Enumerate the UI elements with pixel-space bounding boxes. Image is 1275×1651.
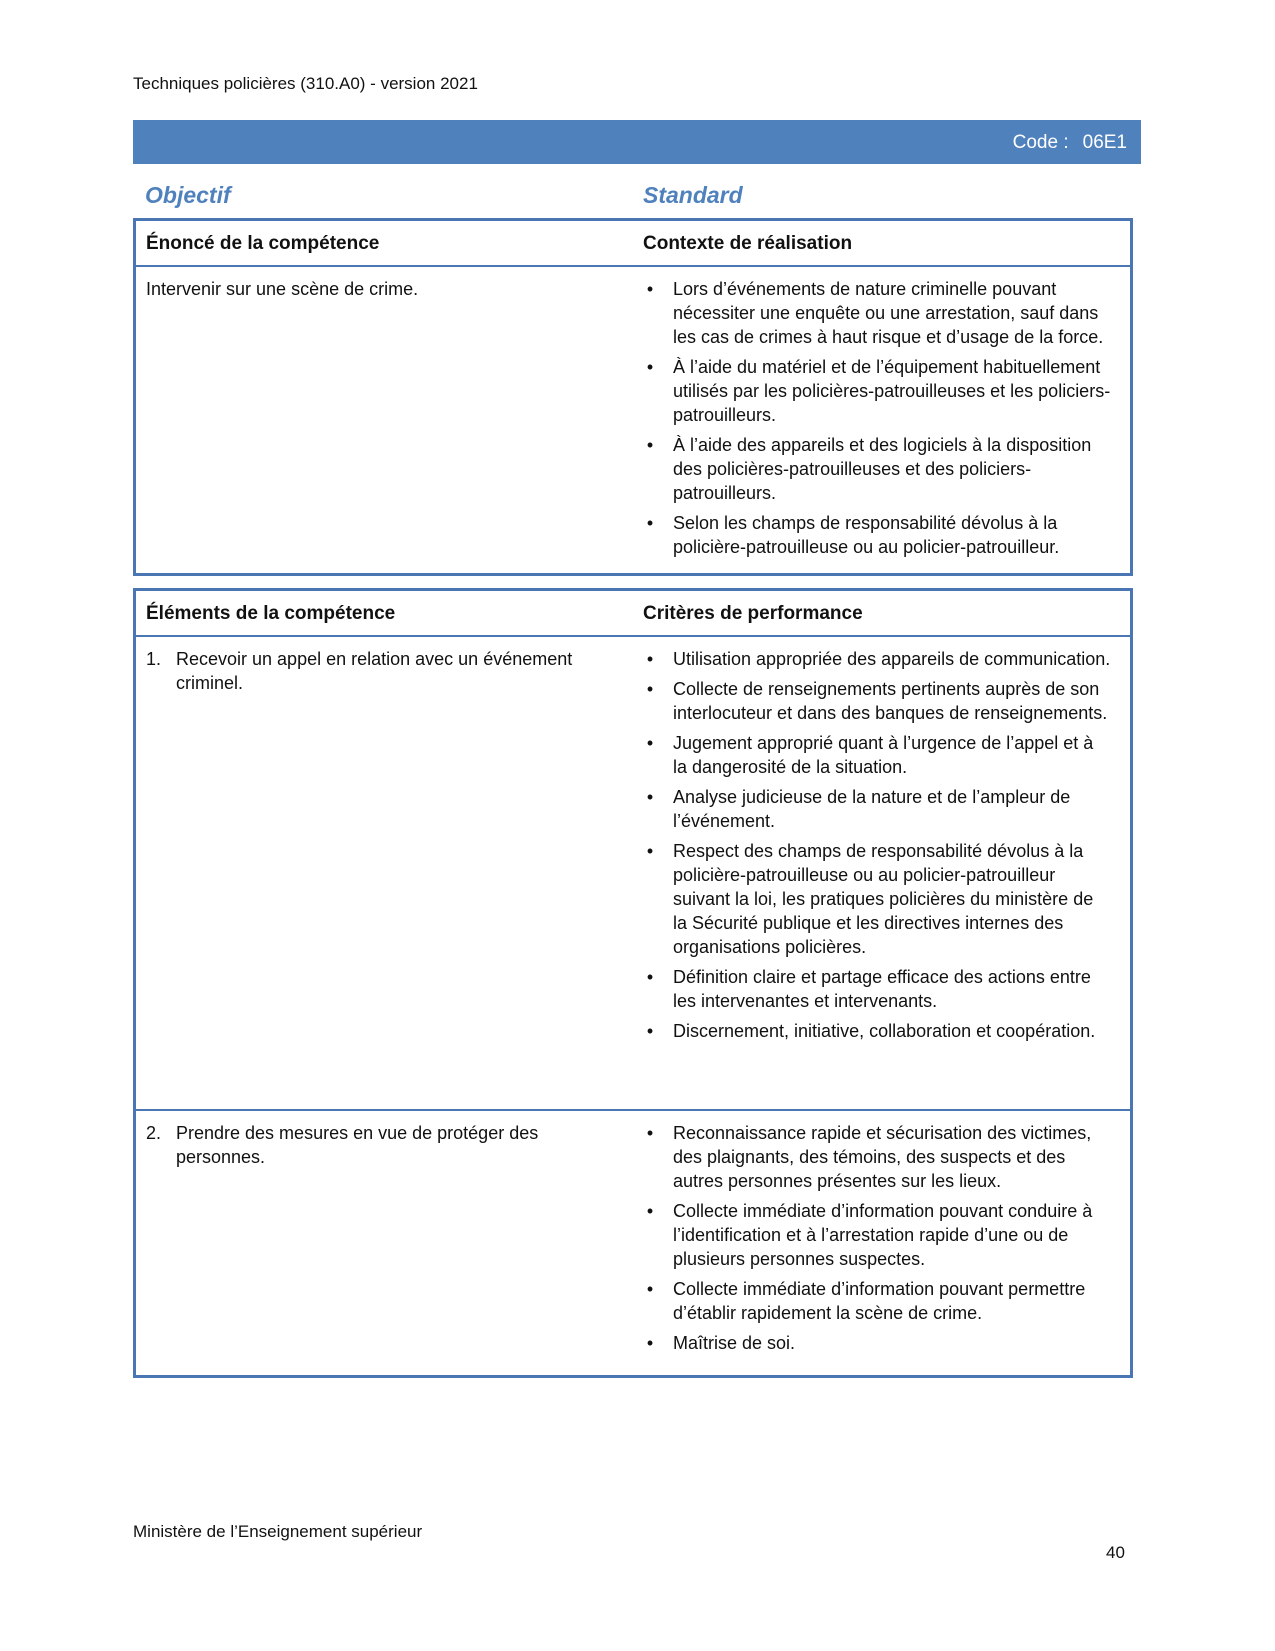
elements-table <box>133 588 1133 1378</box>
critere-item <box>643 647 1111 671</box>
bullet-icon: • <box>646 435 654 455</box>
critere-item <box>643 1121 1111 1193</box>
contexte-header: Contexte de réalisation <box>643 233 853 254</box>
critere-item <box>643 1277 1111 1325</box>
document-header: Techniques policières (310.A0) - version 2021 <box>133 74 478 93</box>
critere-item-text: Discernement, initiative, collaboration et coopération. <box>673 1021 1096 1041</box>
criteres-header: Critères de performance <box>643 603 863 624</box>
bullet-icon: • <box>646 1201 654 1221</box>
bullet-icon: • <box>646 841 654 861</box>
element-text <box>146 647 616 695</box>
contexte-item <box>643 355 1111 427</box>
critere-item <box>643 785 1111 833</box>
contexte-item <box>643 277 1111 349</box>
critere-item-text: Utilisation appropriée des appareils de communication. <box>673 649 1111 669</box>
critere-item-text: Collecte immédiate d’information pouvant permettre d’établir rapidement la scène de crime. <box>673 1279 1086 1323</box>
criteres-list <box>643 1121 1111 1361</box>
bullet-icon: • <box>646 649 654 669</box>
contexte-item <box>643 433 1111 505</box>
bullet-icon: • <box>646 967 654 987</box>
critere-item-text: Respect des champs de responsabilité dévolus à la policière-patrouilleuse ou au policier-patrouilleur suivant la loi, les pratiques policières du ministère de la Sécurité publique et les directives internes des organisations policières. <box>673 841 1094 957</box>
elements-header: Éléments de la compétence <box>146 603 396 624</box>
element-label: Prendre des mesures en vue de protéger des personnes. <box>176 1123 539 1167</box>
code-bar <box>133 120 1141 164</box>
bullet-icon: • <box>646 787 654 807</box>
critere-item <box>643 1199 1111 1271</box>
contexte-item-text: Selon les champs de responsabilité dévolus à la policière-patrouilleuse ou au policier-patrouilleur. <box>673 513 1060 557</box>
critere-item <box>643 1331 1111 1355</box>
element-label: Recevoir un appel en relation avec un événement criminel. <box>176 649 573 693</box>
critere-item <box>643 731 1111 779</box>
page-number: 40 <box>1106 1543 1125 1562</box>
standard-heading: Standard <box>643 182 743 208</box>
element-row <box>136 1109 1130 1377</box>
element-number: 2. <box>146 1123 162 1143</box>
critere-item <box>643 839 1111 959</box>
element-number: 1. <box>146 649 162 669</box>
bullet-icon: • <box>646 1123 654 1143</box>
bullet-icon: • <box>646 679 654 699</box>
contexte-item-text: À l’aide des appareils et des logiciels à la disposition des policières-patrouilleuses et des policiers-patrouilleurs. <box>673 435 1092 503</box>
code-value: 06E1 <box>1082 132 1127 153</box>
document-footer: Ministère de l’Enseignement supérieur <box>133 1522 423 1541</box>
objectif-heading: Objectif <box>145 182 231 208</box>
critere-item-text: Collecte de renseignements pertinents auprès de son interlocuteur et dans des banques de renseignements. <box>673 679 1108 723</box>
critere-item-text: Définition claire et partage efficace des actions entre les intervenantes et intervenants. <box>673 967 1091 1011</box>
bullet-icon: • <box>646 357 654 377</box>
code-label-group <box>999 132 1127 154</box>
criteres-list <box>643 647 1111 1049</box>
critere-item-text: Jugement approprié quant à l’urgence de l’appel et à la dangerosité de la situation. <box>673 733 1094 777</box>
bullet-icon: • <box>646 1333 654 1353</box>
contexte-item <box>643 511 1111 559</box>
competence-table-header <box>136 221 1130 267</box>
contexte-item-text: À l’aide du matériel et de l’équipement habituellement utilisés par les policières-patrouilleuses et les policiers-patrouilleurs. <box>673 357 1111 425</box>
element-text <box>146 1121 616 1169</box>
competence-row <box>136 267 1130 567</box>
critere-item-text: Collecte immédiate d’information pouvant conduire à l’identification et à l’arrestation rapide d’une ou de plusieurs personnes suspectes. <box>673 1201 1093 1269</box>
critere-item-text: Analyse judicieuse de la nature et de l’ampleur de l’événement. <box>673 787 1071 831</box>
critere-item <box>643 965 1111 1013</box>
bullet-icon: • <box>646 279 654 299</box>
bullet-icon: • <box>646 1279 654 1299</box>
element-row <box>136 637 1130 1109</box>
critere-item-text: Maîtrise de soi. <box>673 1333 796 1353</box>
critere-item-text: Reconnaissance rapide et sécurisation des victimes, des plaignants, des témoins, des suspects et des autres personnes présentes sur les lieux. <box>673 1123 1092 1191</box>
contexte-item-text: Lors d’événements de nature criminelle pouvant nécessiter une enquête ou une arrestation, sauf dans les cas de crimes à haut risque et d’usage de la force. <box>673 279 1104 347</box>
critere-item <box>643 677 1111 725</box>
bullet-icon: • <box>646 733 654 753</box>
critere-item <box>643 1019 1111 1043</box>
bullet-icon: • <box>646 1021 654 1041</box>
competence-table <box>133 218 1133 576</box>
code-label: Code : <box>1012 132 1069 153</box>
enonce-header: Énoncé de la compétence <box>146 233 380 254</box>
enonce-text: Intervenir sur une scène de crime. <box>146 279 419 299</box>
contexte-list <box>643 277 1111 565</box>
bullet-icon: • <box>646 513 654 533</box>
elements-table-header <box>136 591 1130 637</box>
